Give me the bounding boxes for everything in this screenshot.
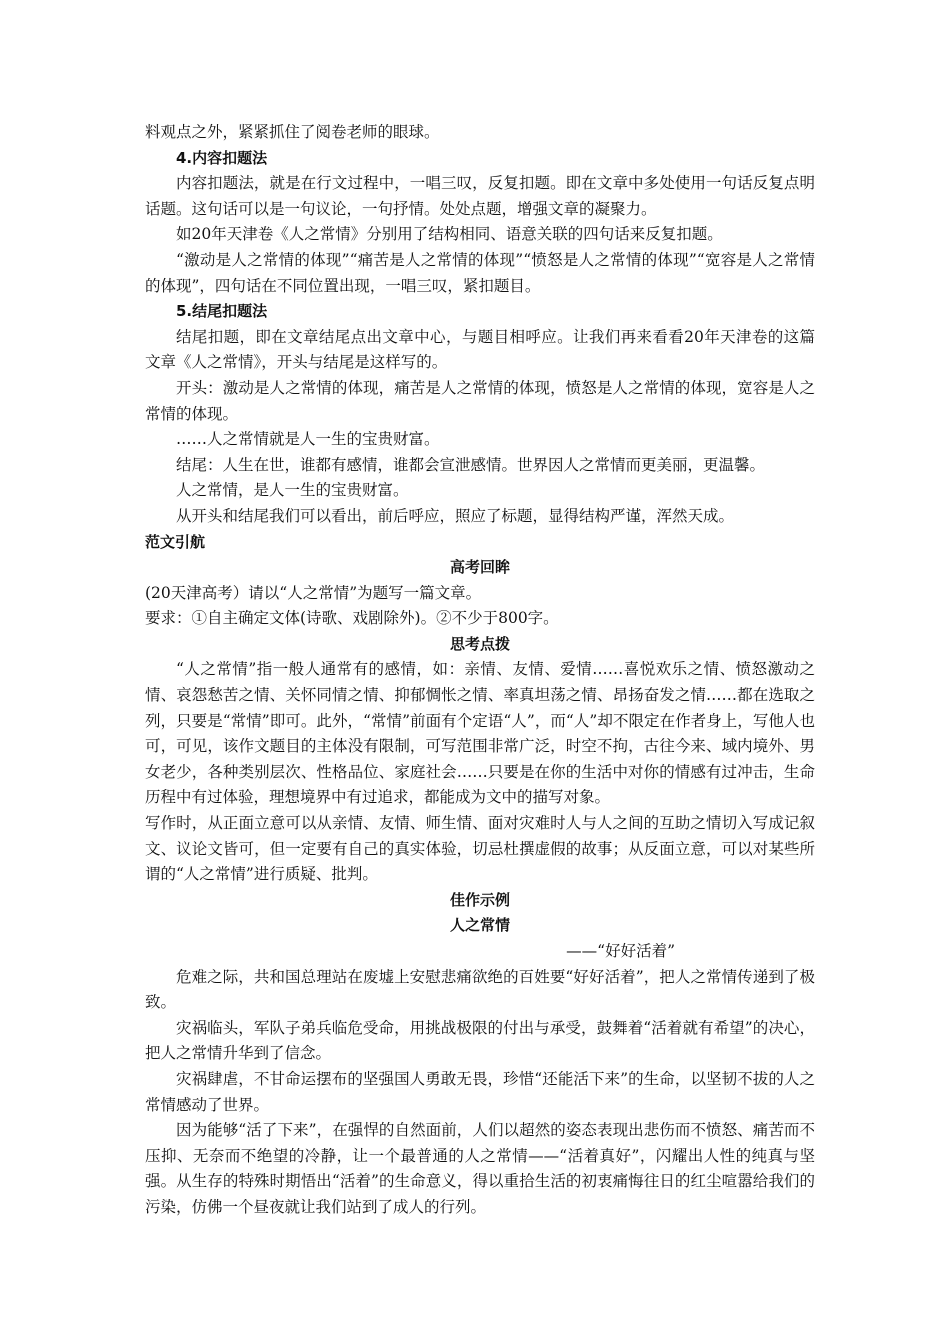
essay-paragraph: 危难之际，共和国总理站在废墟上安慰悲痛欲绝的百姓要“好好活着”，把人之常情传递到了极致。	[145, 967, 815, 1012]
essay-paragraph: 因为能够“活了下来”，在强悍的自然面前，人们以超然的姿态表现出悲伤而不愤怒、痛苦而不压抑、无奈而不绝望的冷静，让一个最普通的人之常情——“活着真好”，闪耀出人性的纯真与坚强。从生存的特殊时期悟出“活着”的生命意义，得以重拾生活的初衷痛悔往日的红尘喧嚣给我们的污染，仿佛一个昼夜就让我们站到了成人的行列。	[145, 1121, 815, 1216]
exam-question: (20天津高考）请以“人之常情”为题写一篇文章。	[145, 583, 482, 602]
exam-requirements: 要求：①自主确定文体(诗歌、戏剧除外)。②不少于800字。	[145, 609, 559, 628]
essay-paragraph: 灾祸肆虐，不甘命运摆布的坚强国人勇敢无畏，珍惜“还能活下来”的生命，以坚韧不拔的人之常情感动了世界。	[145, 1069, 815, 1114]
subheading-example: 佳作示例	[449, 890, 510, 909]
paragraph: 结尾扣题，即在文章结尾点出文章中心，与题目相呼应。让我们再来看看20年天津卷的这篇文章《人之常情》，开头与结尾是这样写的。	[145, 327, 815, 372]
document-page	[145, 120, 815, 1221]
subheading-exam-review: 高考回眸	[449, 558, 510, 577]
paragraph: 开头：激动是人之常情的体现，痛苦是人之常情的体现，愤怒是人之常情的体现，宽容是人之常情的体现。	[145, 378, 815, 423]
paragraph: “人之常情”指一般人通常有的感情，如：亲情、友情、爱情……喜悦欢乐之情、愤怒激动之情、哀怨愁苦之情、关怀同情之情、抑郁惆怅之情、率真坦荡之情、昂扬奋发之情……都在选取之列，只要是“常情”即可。此外，“常情”前面有个定语“人”，而“人”却不限定在作者身上，写他人也可，可见，该作文题目的主体没有限制，可写范围非常广泛，时空不拘，古往今来、域内境外、男女老少，各种类别层次、性格品位、家庭社会……只要是在你的生活中对你的情感有过冲击，生命历程中有过体验，理想境界中有过追求，都能成为文中的描写对象。	[145, 660, 815, 807]
essay-paragraph: 灾祸临头，军队子弟兵临危受命，用挑战极限的付出与承受，鼓舞着“活着就有希望”的决心，把人之常情升华到了信念。	[145, 1018, 815, 1063]
essay-title: 人之常情	[449, 916, 510, 935]
heading-ending-method: 5.结尾扣题法	[176, 302, 268, 321]
paragraph: “激动是人之常情的体现”“痛苦是人之常情的体现”“愤怒是人之常情的体现”“宽容是人之常情的体现”，四句话在不同位置出现，一唱三叹，紧扣题目。	[145, 250, 815, 295]
section-heading: 范文引航	[145, 532, 206, 551]
paragraph: 结尾：人生在世，谁都有感情，谁都会宣泄感情。世界因人之常情而更美丽，更温馨。	[176, 455, 766, 474]
paragraph: 人之常情，是人一生的宝贵财富。	[176, 481, 409, 500]
paragraph: 如20年天津卷《人之常情》分别用了结构相同、语意关联的四句话来反复扣题。	[176, 225, 723, 244]
heading-content-method: 4.内容扣题法	[176, 148, 268, 167]
paragraph: 内容扣题法，就是在行文过程中，一唱三叹，反复扣题。即在文章中多处使用一句话反复点明话题。这句话可以是一句议论，一句抒情。处处点题，增强文章的凝聚力。	[145, 174, 815, 218]
paragraph: 从开头和结尾我们可以看出，前后呼应，照应了标题，显得结构严谨，浑然天成。	[176, 506, 735, 525]
essay-subtitle: ——“好好活着”	[566, 942, 675, 960]
paragraph: ……人之常情就是人一生的宝贵财富。	[176, 430, 440, 449]
subheading-thinking: 思考点拨	[449, 634, 510, 653]
paragraph: 写作时，从正面立意可以从亲情、友情、师生情、面对灾难时人与人之间的互助之情切入写成记叙文、议论文皆可，但一定要有自己的真实体验，切忌杜撰虚假的故事；从反面立意，可以对某些所谓的“人之常情”进行质疑、批判。	[145, 814, 815, 884]
paragraph: 料观点之外，紧紧抓住了阅卷老师的眼球。	[145, 123, 440, 141]
